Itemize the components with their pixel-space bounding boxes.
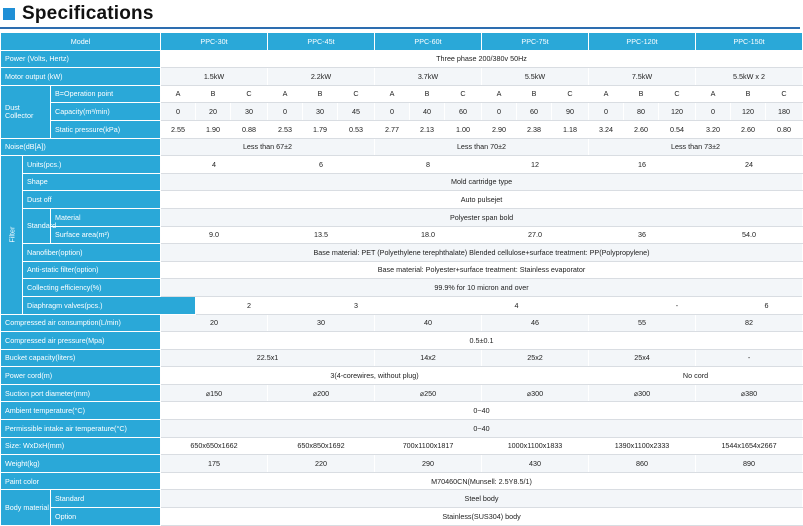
row-label: Option (51, 508, 161, 526)
cell: 1544x1654x2667 (696, 437, 803, 455)
row-filter-dustoff (1, 191, 803, 209)
cell: 40 (410, 103, 445, 121)
cell: A (268, 85, 303, 103)
row-label: Bucket capacity(liters) (1, 349, 161, 367)
cell: 30 (303, 103, 338, 121)
cell: 1.18 (552, 120, 589, 138)
cell: 180 (766, 103, 803, 121)
cell: 0.54 (659, 120, 696, 138)
cell: 30 (231, 103, 268, 121)
cell: B (196, 85, 231, 103)
row-filter-material (1, 208, 803, 226)
row-label: Static pressure(kPa) (51, 120, 161, 138)
cell: 700x1100x1817 (375, 437, 482, 455)
cell: 2.13 (410, 120, 445, 138)
row-label: Diaphragm valves(pcs.) (23, 296, 196, 314)
cell: C (231, 85, 268, 103)
cell: 650x850x1692 (268, 437, 375, 455)
cell: 24 (696, 156, 803, 174)
title-square-icon (3, 8, 15, 20)
row-label: B=Operation point (51, 85, 161, 103)
cell: 54.0 (696, 226, 803, 244)
cell: 40 (375, 314, 482, 332)
row-filter-units (1, 156, 803, 174)
row-noise (1, 138, 803, 156)
row-filter-nano (1, 244, 803, 262)
cell: 2.2kW (268, 68, 375, 86)
row-label: Compressed air pressure(Mpa) (1, 332, 161, 350)
cell: 13.5 (268, 226, 375, 244)
cell: 3.24 (589, 120, 624, 138)
row-dust-cap (1, 103, 803, 121)
row-label: Anti-static filter(option) (23, 261, 161, 279)
cell: No cord (589, 367, 803, 385)
filter-label (1, 156, 23, 314)
row-label: Power (Volts, Hertz) (1, 50, 161, 68)
cell: 890 (696, 455, 803, 473)
cell: 0.53 (338, 120, 375, 138)
cell: Less than 73±2 (589, 138, 803, 156)
row-label: Ambient temperature(°C) (1, 402, 161, 420)
cell: 80 (624, 103, 659, 121)
cell: Auto pulsejet (161, 191, 803, 209)
cell: 99.9% for 10 micron and over (161, 279, 803, 297)
row-filter-eff (1, 279, 803, 297)
cell: C (659, 85, 696, 103)
cell: 3.7kW (375, 68, 482, 86)
cell: 4 (410, 296, 624, 314)
cell: 0.88 (231, 120, 268, 138)
page-title: Specifications (22, 3, 154, 24)
row-bucket (1, 349, 803, 367)
cell: 27.0 (482, 226, 589, 244)
row-label: Size: WxDxH(mm) (1, 437, 161, 455)
dust-collector-label: Dust Collector (1, 85, 51, 138)
cell: B (731, 85, 766, 103)
model-col: PPC-60t (375, 33, 482, 51)
cell: ⌀200 (268, 384, 375, 402)
cell: C (552, 85, 589, 103)
cell: 120 (659, 103, 696, 121)
row-power (1, 50, 803, 68)
row-label: Power cord(m) (1, 367, 161, 385)
cell: 8 (375, 156, 482, 174)
cell: 650x650x1662 (161, 437, 268, 455)
cell: C (766, 85, 803, 103)
cell: 12 (482, 156, 589, 174)
cell: 30 (268, 314, 375, 332)
cell: C (338, 85, 375, 103)
filter-label-text: Filter (7, 226, 17, 243)
cell: 0~40 (161, 420, 803, 438)
cell: 5.5kW x 2 (696, 68, 803, 86)
spec-table (0, 32, 803, 526)
cell: 2.55 (161, 120, 196, 138)
row-label: Motor output (kW) (1, 68, 161, 86)
cell: 2.90 (482, 120, 517, 138)
cell: 120 (731, 103, 766, 121)
cell: B (303, 85, 338, 103)
cell: A (589, 85, 624, 103)
cell: Less than 67±2 (161, 138, 375, 156)
cell: 6 (268, 156, 375, 174)
cell: 1.79 (303, 120, 338, 138)
cell: 20 (196, 103, 231, 121)
cell: 1.5kW (161, 68, 268, 86)
model-col: PPC-120t (589, 33, 696, 51)
cell: Base material: PET (Polyethylene terephthalate) Blended cellulose+surface treatment: PP(Polypropylene) (161, 244, 803, 262)
cell: C (445, 85, 482, 103)
cell: 4 (161, 156, 268, 174)
header-row (1, 33, 803, 51)
cell: 7.5kW (589, 68, 696, 86)
row-label: Shape (23, 173, 161, 191)
row-filter-shape (1, 173, 803, 191)
row-size (1, 437, 803, 455)
cell: 1.00 (445, 120, 482, 138)
cell: ⌀380 (696, 384, 803, 402)
cell: A (482, 85, 517, 103)
cell: 3.20 (696, 120, 731, 138)
cell: Steel body (161, 490, 803, 508)
cell: Stainless(SUS304) body (161, 508, 803, 526)
row-label: Units(pcs.) (23, 156, 161, 174)
row-body-standard (1, 490, 803, 508)
cell: 430 (482, 455, 589, 473)
row-motor (1, 68, 803, 86)
row-dust-op (1, 85, 803, 103)
row-label: Collecting efficiency(%) (23, 279, 161, 297)
title-underline (0, 27, 800, 29)
row-label: Permissible intake air temperature(°C) (1, 420, 161, 438)
cell: 46 (482, 314, 589, 332)
cell: 290 (375, 455, 482, 473)
cell: 220 (268, 455, 375, 473)
cell: 2.53 (268, 120, 303, 138)
cell: 0 (482, 103, 517, 121)
row-label: Surface area(m²) (51, 226, 161, 244)
cell: - (624, 296, 731, 314)
cell: 860 (589, 455, 696, 473)
cell: 0 (268, 103, 303, 121)
body-material-label: Body material (1, 490, 51, 525)
cell: 60 (445, 103, 482, 121)
cell: Less than 70±2 (375, 138, 589, 156)
cell: 3 (303, 296, 410, 314)
row-dust-sp (1, 120, 803, 138)
cell: 0~40 (161, 402, 803, 420)
cell: 25x2 (482, 349, 589, 367)
row-label: Dust off (23, 191, 161, 209)
row-diaphragm (1, 296, 803, 314)
cell: 16 (589, 156, 696, 174)
cell: 3(4-corewires, without plug) (161, 367, 589, 385)
cell: 2.60 (624, 120, 659, 138)
cell: A (375, 85, 410, 103)
row-label: Compressed air consumption(L/min) (1, 314, 161, 332)
cell: 0 (161, 103, 196, 121)
cell: 9.0 (161, 226, 268, 244)
cell: 5.5kW (482, 68, 589, 86)
cell: 2.60 (731, 120, 766, 138)
cell: 0.80 (766, 120, 803, 138)
cell: 45 (338, 103, 375, 121)
cell: Polyester span bold (161, 208, 803, 226)
cell: 1390x1100x2333 (589, 437, 696, 455)
row-ambient (1, 402, 803, 420)
cell: 14x2 (375, 349, 482, 367)
cell: 0 (375, 103, 410, 121)
cell: 25x4 (589, 349, 696, 367)
model-col: PPC-150t (696, 33, 803, 51)
filter-standard-label: Standard (23, 208, 51, 243)
row-body-option (1, 508, 803, 526)
cell: Mold cartridge type (161, 173, 803, 191)
model-col: PPC-30t (161, 33, 268, 51)
cell: 82 (696, 314, 803, 332)
cell: 6 (731, 296, 803, 314)
row-paint (1, 472, 803, 490)
row-air-pressure (1, 332, 803, 350)
model-col: PPC-75t (482, 33, 589, 51)
row-label: Noise(dB[A]) (1, 138, 161, 156)
cell: 0 (696, 103, 731, 121)
row-label: Nanofiber(option) (23, 244, 161, 262)
cell: 1000x1100x1833 (482, 437, 589, 455)
cell: 18.0 (375, 226, 482, 244)
cell: ⌀150 (161, 384, 268, 402)
row-air-consumption (1, 314, 803, 332)
title-bar (0, 0, 800, 30)
model-header: Model (1, 33, 161, 51)
row-label: Weight(kg) (1, 455, 161, 473)
cell: 0 (589, 103, 624, 121)
row-weight (1, 455, 803, 473)
cell: 90 (552, 103, 589, 121)
cell: M70460CN(Munsell: 2.5Y8.5/1) (161, 472, 803, 490)
row-suction (1, 384, 803, 402)
row-label: Paint color (1, 472, 161, 490)
cell: 175 (161, 455, 268, 473)
cell: A (696, 85, 731, 103)
cell: 2.77 (375, 120, 410, 138)
cell: Three phase 200/380v 50Hz (161, 50, 803, 68)
cell: 0.5±0.1 (161, 332, 803, 350)
cell: 36 (589, 226, 696, 244)
model-col: PPC-45t (268, 33, 375, 51)
cell: Base material: Polyester+surface treatment: Stainless evaporator (161, 261, 803, 279)
cell: ⌀300 (589, 384, 696, 402)
row-power-cord (1, 367, 803, 385)
cell: 2 (196, 296, 303, 314)
cell: B (410, 85, 445, 103)
cell: - (696, 349, 803, 367)
cell: 20 (161, 314, 268, 332)
cell: ⌀300 (482, 384, 589, 402)
cell: 60 (517, 103, 552, 121)
row-intake (1, 420, 803, 438)
row-label: Suction port diameter(mm) (1, 384, 161, 402)
cell: B (624, 85, 659, 103)
row-filter-anti (1, 261, 803, 279)
cell: ⌀250 (375, 384, 482, 402)
row-label: Capacity(m³/min) (51, 103, 161, 121)
cell: B (517, 85, 552, 103)
row-filter-area (1, 226, 803, 244)
cell: 1.90 (196, 120, 231, 138)
cell: 2.38 (517, 120, 552, 138)
cell: 22.5x1 (161, 349, 375, 367)
cell: A (161, 85, 196, 103)
row-label: Material (51, 208, 161, 226)
row-label: Standard (51, 490, 161, 508)
cell: 55 (589, 314, 696, 332)
